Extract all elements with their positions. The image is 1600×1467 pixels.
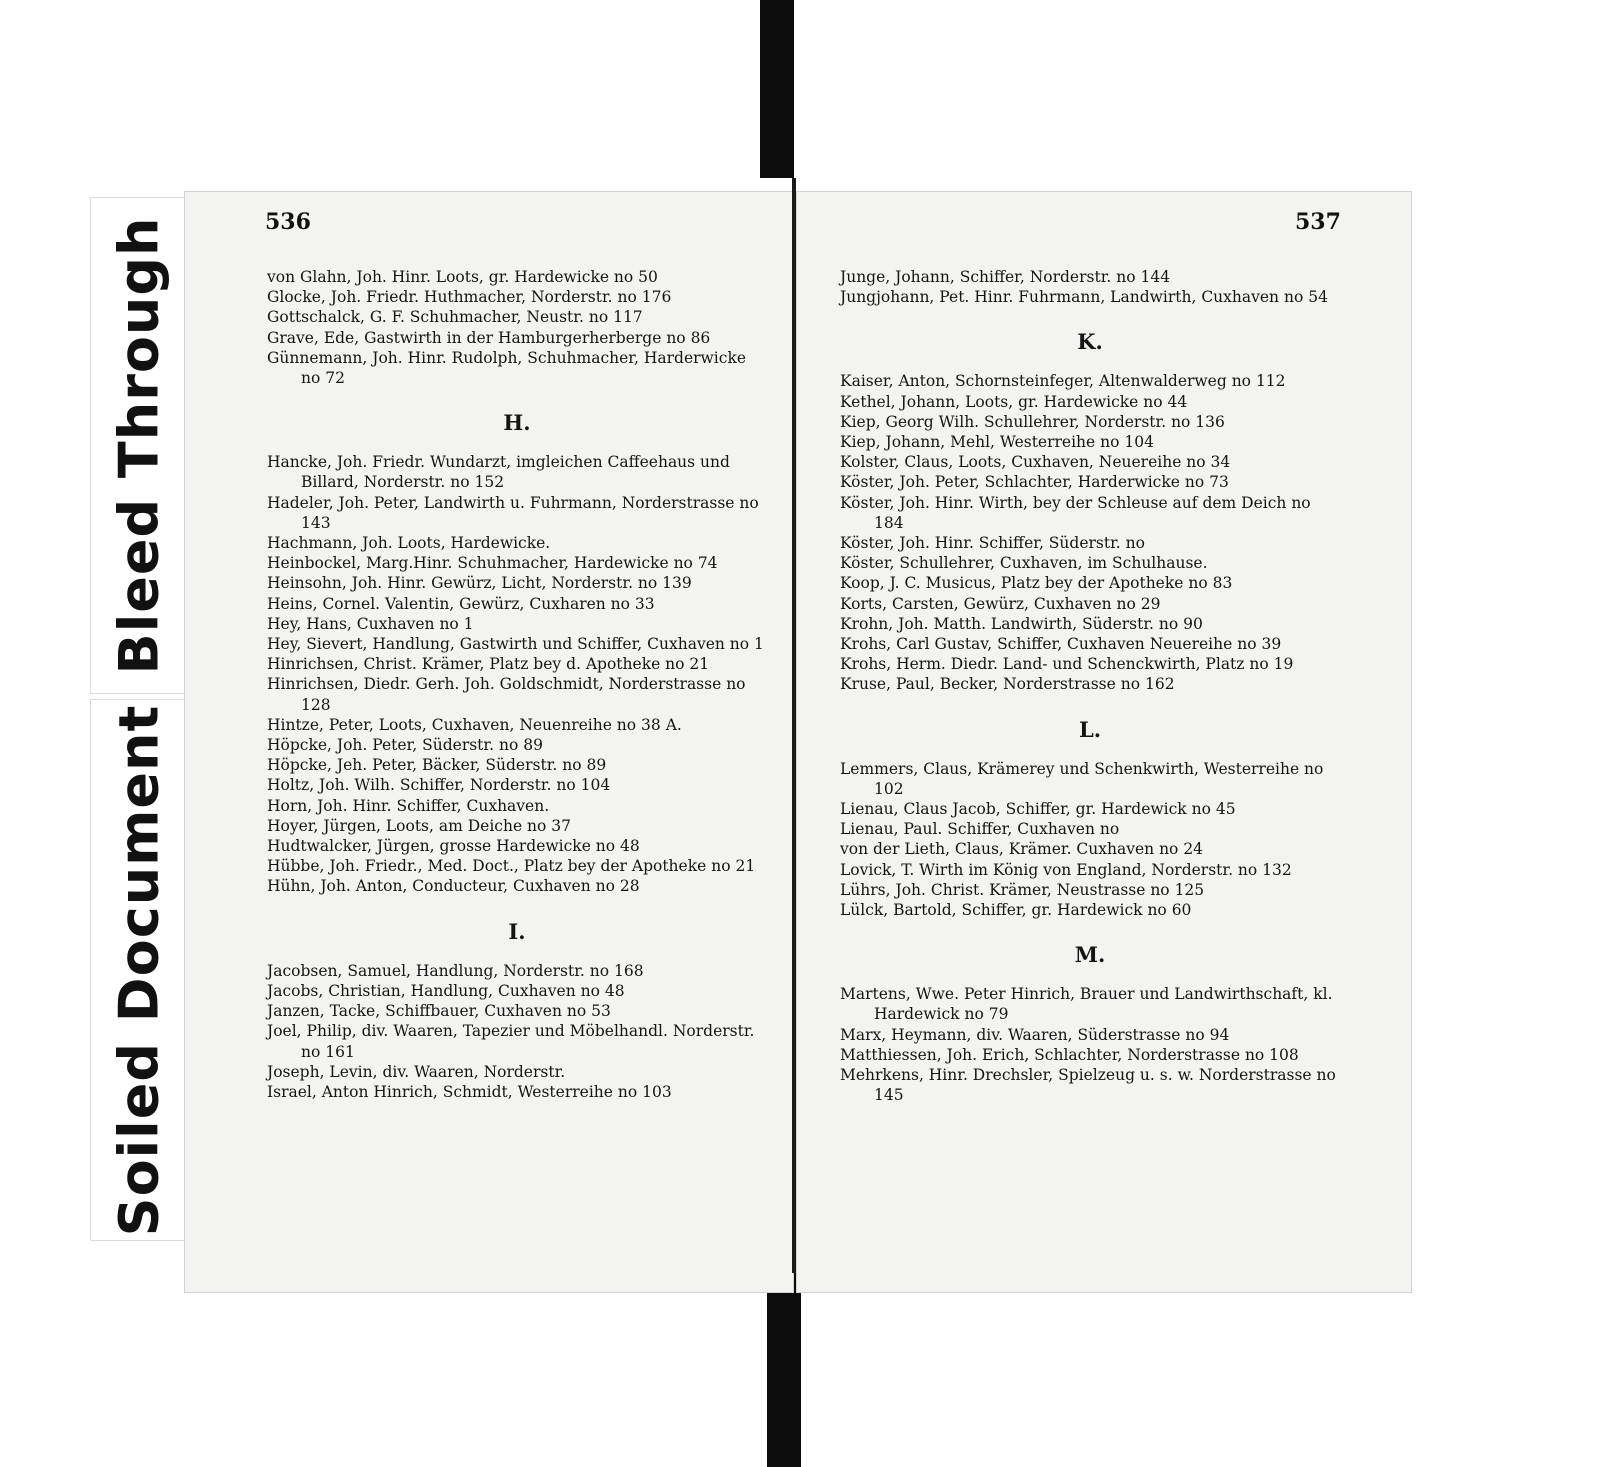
right-page xyxy=(796,191,1412,1293)
right-page-entries xyxy=(840,267,1340,1106)
directory-entry: Hey, Hans, Cuxhaven no 1 xyxy=(267,614,474,633)
directory-entry: Kolster, Claus, Loots, Cuxhaven, Neuereihe no 34 xyxy=(840,453,1231,472)
left-page-number: 536 xyxy=(265,209,311,235)
directory-entry: Lülck, Bartold, Schiffer, gr. Hardewick no 60 xyxy=(840,901,1192,920)
directory-entry: Junge, Johann, Schiffer, Norderstr. no 144 xyxy=(840,268,1171,286)
directory-entry: Hühn, Joh. Anton, Conducteur, Cuxhaven no 28 xyxy=(267,877,640,896)
directory-entry: Heins, Cornel. Valentin, Gewürz, Cuxharen no 33 xyxy=(267,594,655,613)
directory-entry: Mehrkens, Hinr. Drechsler, Spielzeug u. s. w. Norderstrasse no 145 xyxy=(840,1066,1336,1105)
soiled-document-label xyxy=(91,700,187,1240)
directory-entry: Koop, J. C. Musicus, Platz bey der Apotheke no 83 xyxy=(840,574,1233,593)
directory-entry: Kethel, Johann, Loots, gr. Hardewicke no 44 xyxy=(840,392,1188,411)
directory-entry: Martens, Wwe. Peter Hinrich, Brauer und Landwirthschaft, kl. Hardewick no 79 xyxy=(840,985,1333,1024)
directory-entry: Kaiser, Anton, Schornsteinfeger, Altenwalderweg no 112 xyxy=(840,372,1286,391)
directory-entry: Marx, Heymann, div. Waaren, Süderstrasse no 94 xyxy=(840,1025,1230,1044)
section-heading: H. xyxy=(503,410,531,436)
directory-entry: Heinbockel, Marg.Hinr. Schuhmacher, Hardewicke no 74 xyxy=(267,554,718,573)
directory-entry: Kruse, Paul, Becker, Norderstrasse no 162 xyxy=(840,675,1175,694)
directory-entry: Hey, Sievert, Handlung, Gastwirth und Schiffer, Cuxhaven no 1 xyxy=(267,635,764,654)
directory-entry: von Glahn, Joh. Hinr. Loots, gr. Hardewicke no 50 xyxy=(267,268,658,286)
directory-entry: Kiep, Johann, Mehl, Westerreihe no 104 xyxy=(840,433,1154,452)
section-heading: I. xyxy=(508,918,526,944)
directory-entry: Krohn, Joh. Matth. Landwirth, Süderstr. no 90 xyxy=(840,614,1203,633)
directory-entry: Heinsohn, Joh. Hinr. Gewürz, Licht, Norderstr. no 139 xyxy=(267,574,692,593)
directory-entry: Hintze, Peter, Loots, Cuxhaven, Neuenreihe no 38 A. xyxy=(267,715,682,734)
directory-entry: Köster, Joh. Peter, Schlachter, Harderwicke no 73 xyxy=(840,473,1229,492)
section-heading: K. xyxy=(1077,329,1103,355)
directory-entry: Höpcke, Joh. Peter, Süderstr. no 89 xyxy=(267,736,543,755)
section-heading: M. xyxy=(1074,942,1106,968)
directory-entry: Janzen, Tacke, Schiffbauer, Cuxhaven no 53 xyxy=(267,1002,611,1021)
directory-entry: Günnemann, Joh. Hinr. Rudolph, Schuhmacher, Harderwicke no 72 xyxy=(267,348,747,388)
directory-entry: Korts, Carsten, Gewürz, Cuxhaven no 29 xyxy=(840,594,1161,613)
scanner-clip-top xyxy=(760,0,794,178)
directory-entry: Lienau, Claus Jacob, Schiffer, gr. Hardewick no 45 xyxy=(840,800,1236,819)
soiled-document-label-text: Soiled Document xyxy=(107,704,171,1236)
directory-entry: Köster, Joh. Hinr. Wirth, bey der Schleuse auf dem Deich no 184 xyxy=(840,493,1311,532)
directory-entry: Lovick, T. Wirth im König von England, Norderstr. no 132 xyxy=(840,860,1292,879)
directory-entry: Hudtwalcker, Jürgen, grosse Hardewicke no 48 xyxy=(267,837,640,856)
bleed-through-label-text: Bleed Through xyxy=(107,216,171,675)
directory-entry: Hancke, Joh. Friedr. Wundarzt, imgleichen Caffeehaus und Billard, Norderstr. no 152 xyxy=(267,453,730,492)
directory-entry: Köster, Schullehrer, Cuxhaven, im Schulhause. xyxy=(840,554,1208,573)
directory-entry: Lemmers, Claus, Krämerey und Schenkwirth, Westerreihe no 102 xyxy=(840,759,1324,798)
directory-entry: Krohs, Herm. Diedr. Land- und Schenckwirth, Platz no 19 xyxy=(840,655,1294,674)
scanner-clip-bottom xyxy=(767,1271,801,1467)
directory-entry: von der Lieth, Claus, Krämer. Cuxhaven no 24 xyxy=(840,840,1204,859)
directory-entry: Grave, Ede, Gastwirth in der Hamburgerherberge no 86 xyxy=(267,328,711,347)
directory-entry: Hinrichsen, Christ. Krämer, Platz bey d. Apotheke no 21 xyxy=(267,655,710,674)
directory-entry: Kiep, Georg Wilh. Schullehrer, Norderstr. no 136 xyxy=(840,412,1225,431)
directory-entry: Glocke, Joh. Friedr. Huthmacher, Norderstr. no 176 xyxy=(267,288,672,307)
bleed-through-label xyxy=(91,198,187,693)
directory-entry: Jungjohann, Pet. Hinr. Fuhrmann, Landwirth, Cuxhaven no 54 xyxy=(840,288,1328,307)
left-page xyxy=(184,191,794,1293)
directory-entry: Joel, Philip, div. Waaren, Tapezier und Möbelhandl. Norderstr. no 161 xyxy=(267,1022,755,1061)
directory-entry: Krohs, Carl Gustav, Schiffer, Cuxhaven Neuereihe no 39 xyxy=(840,635,1282,654)
directory-entry: Lührs, Joh. Christ. Krämer, Neustrasse no 125 xyxy=(840,880,1205,899)
directory-entry: Hübbe, Joh. Friedr., Med. Doct., Platz bey der Apotheke no 21 xyxy=(267,857,756,876)
directory-entry: Hinrichsen, Diedr. Gerh. Joh. Goldschmidt, Norderstrasse no 128 xyxy=(267,675,746,714)
right-page-number: 537 xyxy=(1295,209,1341,235)
directory-entry: Holtz, Joh. Wilh. Schiffer, Norderstr. no 104 xyxy=(267,776,611,795)
directory-entry: Jacobsen, Samuel, Handlung, Norderstr. no 168 xyxy=(267,961,644,980)
directory-entry: Jacobs, Christian, Handlung, Cuxhaven no 48 xyxy=(267,981,625,1000)
directory-entry: Hadeler, Joh. Peter, Landwirth u. Fuhrmann, Norderstrasse no 143 xyxy=(267,493,759,532)
directory-entry: Matthiessen, Joh. Erich, Schlachter, Norderstrasse no 108 xyxy=(840,1045,1299,1064)
directory-entry: Israel, Anton Hinrich, Schmidt, Westerreihe no 103 xyxy=(267,1082,672,1101)
directory-entry: Horn, Joh. Hinr. Schiffer, Cuxhaven. xyxy=(267,796,550,815)
directory-entry: Gottschalck, G. F. Schuhmacher, Neustr. no 117 xyxy=(267,308,643,327)
directory-entry: Hoyer, Jürgen, Loots, am Deiche no 37 xyxy=(267,816,572,835)
directory-entry: Hachmann, Joh. Loots, Hardewicke. xyxy=(267,534,551,553)
directory-entry: Köster, Joh. Hinr. Schiffer, Süderstr. no xyxy=(840,534,1145,553)
directory-entry: Lienau, Paul. Schiffer, Cuxhaven no xyxy=(840,820,1120,839)
directory-entry: Joseph, Levin, div. Waaren, Norderstr. xyxy=(267,1062,566,1081)
left-page-entries xyxy=(267,267,767,1102)
section-heading: L. xyxy=(1078,716,1102,742)
directory-entry: Höpcke, Jeh. Peter, Bäcker, Süderstr. no 89 xyxy=(267,756,607,775)
